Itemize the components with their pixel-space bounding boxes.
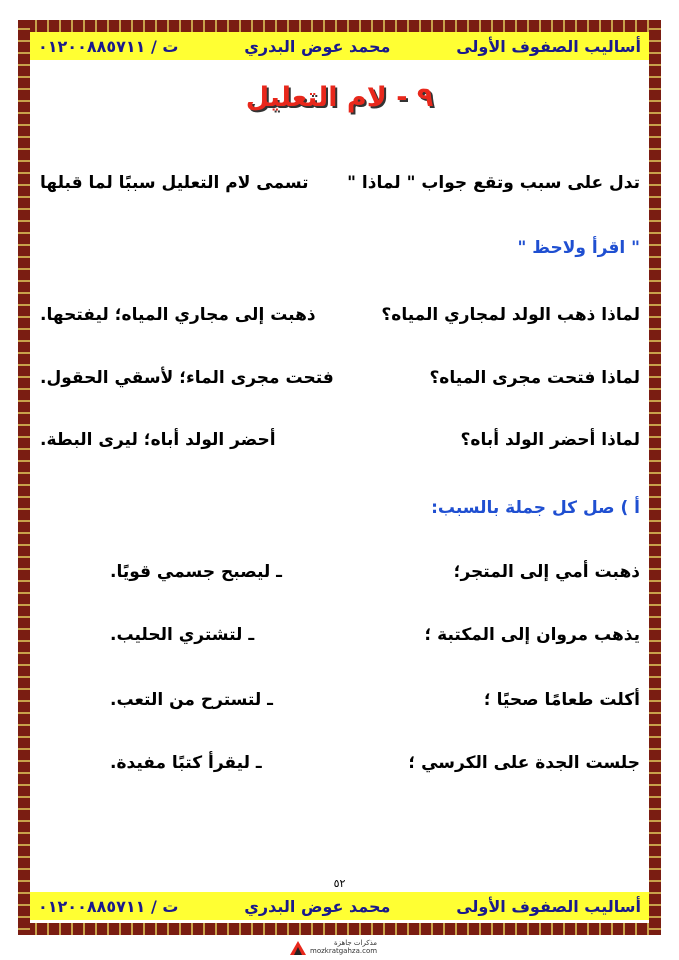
page-number: ٥٢ bbox=[333, 877, 346, 890]
exercise-sentence: أكلت طعامًا صحيًا ؛ bbox=[483, 690, 640, 710]
logo-name: مذكرات جاهزة bbox=[334, 939, 378, 948]
footer-bar bbox=[30, 892, 649, 920]
example-row bbox=[40, 305, 640, 325]
example-answer: أحضر الولد أباه؛ ليرى البطة. bbox=[40, 430, 276, 450]
example-question: لماذا أحضر الولد أباه؟ bbox=[460, 430, 640, 450]
book-title: أساليب الصفوف الأولى bbox=[456, 896, 641, 916]
definition-line bbox=[40, 173, 640, 193]
exercise-sentence: يذهب مروان إلى المكتبة ؛ bbox=[424, 625, 640, 645]
example-question: لماذا فتحت مجرى المياه؟ bbox=[429, 368, 640, 388]
logo-arrow-icon bbox=[290, 941, 306, 955]
example-answer: فتحت مجرى الماء؛ لأسقي الحقول. bbox=[40, 368, 334, 388]
author-name: محمد عوض البدري bbox=[244, 36, 391, 56]
lesson-title: ٩ - لام التعليل bbox=[245, 82, 434, 113]
phone-number: ت / ٠١٢٠٠٨٨٥٧١١ bbox=[38, 36, 179, 56]
exercise-row bbox=[40, 625, 640, 645]
exercise-row bbox=[40, 690, 640, 710]
phone-number: ت / ٠١٢٠٠٨٨٥٧١١ bbox=[38, 896, 179, 916]
exercise-sentence: ذهبت أمي إلى المتجر؛ bbox=[453, 562, 640, 582]
definition-part-2: تسمى لام التعليل سببًا لما قبلها bbox=[40, 173, 309, 193]
exercise-reason: ـ لتشتري الحليب. bbox=[110, 625, 255, 645]
site-logo bbox=[290, 938, 390, 958]
exercise-sentence: جلست الجدة على الكرسي ؛ bbox=[408, 753, 640, 773]
page-area bbox=[30, 32, 649, 923]
author-name: محمد عوض البدري bbox=[244, 896, 391, 916]
exercise-row bbox=[40, 753, 640, 773]
logo-url: mozkratgahza.com bbox=[310, 947, 378, 955]
exercise-reason: ـ ليصبح جسمي قويًا. bbox=[110, 562, 282, 582]
example-question: لماذا ذهب الولد لمجاري المياه؟ bbox=[381, 305, 640, 325]
book-title: أساليب الصفوف الأولى bbox=[456, 36, 641, 56]
exercise-reason: ـ ليقرأ كتبًا مفيدة. bbox=[110, 753, 262, 773]
example-row bbox=[40, 368, 640, 388]
exercise-row bbox=[40, 562, 640, 582]
header-bar bbox=[30, 32, 649, 60]
observe-heading: " اقرأ ولاحظ " bbox=[517, 238, 640, 258]
example-row bbox=[40, 430, 640, 450]
example-answer: ذهبت إلى مجاري المياه؛ ليفتحها. bbox=[40, 305, 316, 325]
definition-part-1: تدل على سبب وتقع جواب " لماذا " bbox=[347, 173, 640, 193]
exercise-heading: أ ) صل كل جملة بالسبب: bbox=[431, 498, 640, 518]
exercise-reason: ـ لتسترح من التعب. bbox=[110, 690, 273, 710]
